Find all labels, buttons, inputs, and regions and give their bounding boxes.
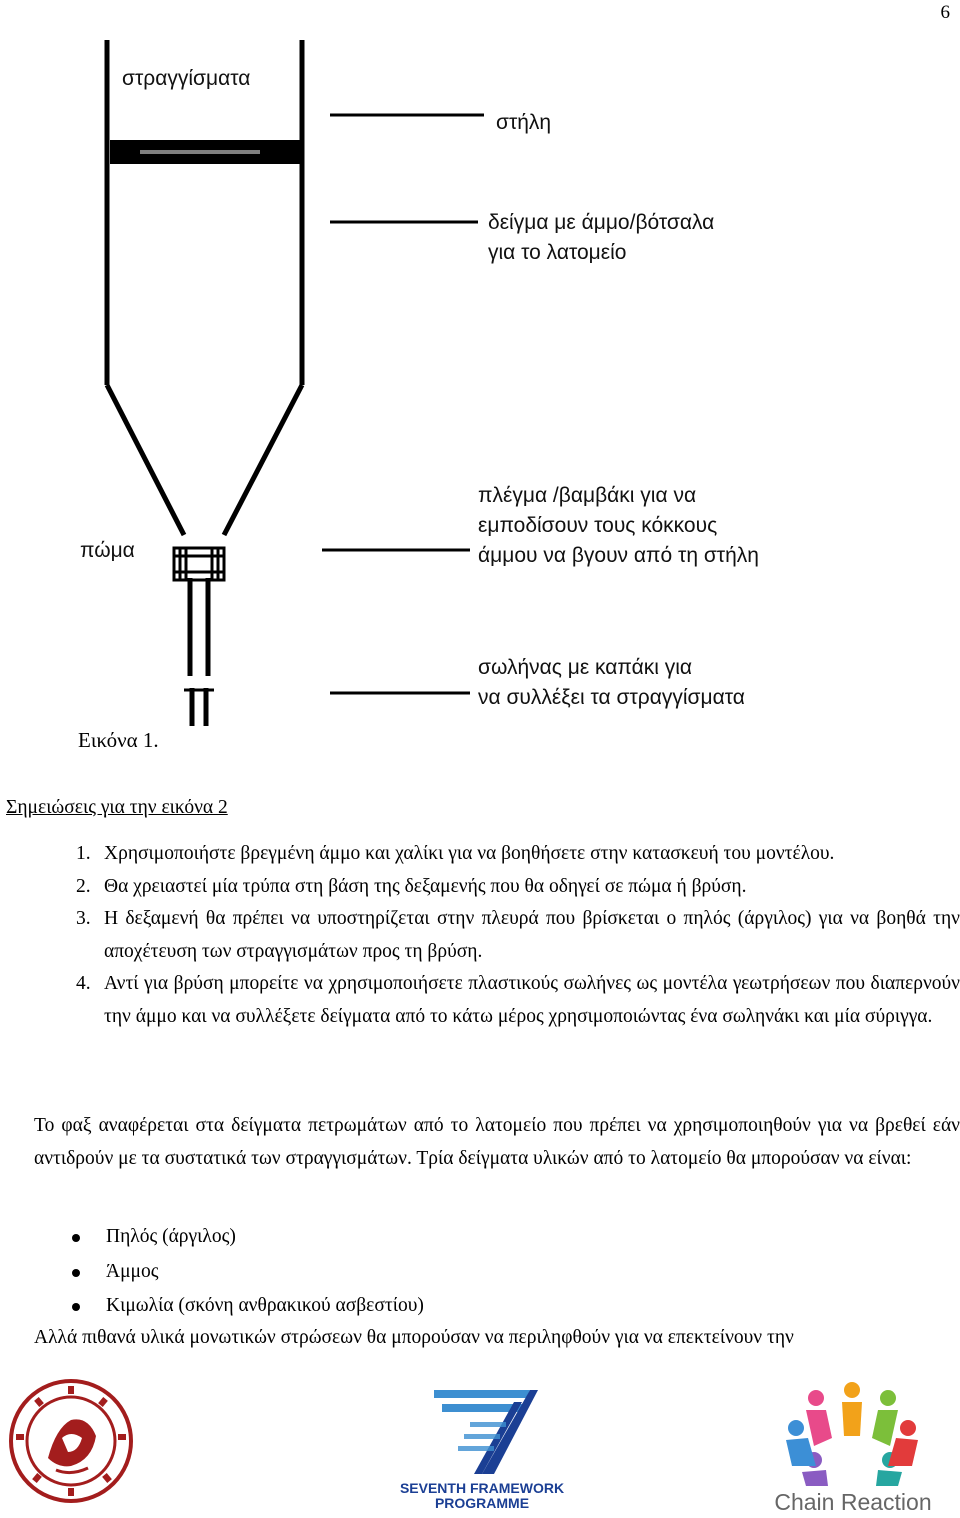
label-leachate: στραγγίσματα: [122, 67, 251, 90]
list-item: 4. Αντί για βρύση μπορείτε να χρησιμοποιήσετε πλαστικούς σωλήνες ως μοντέλα γεωτρήσεων που διαπερνούν την άμμο και να συλλέξετε δείγματα από το κάτω μέρος χρησιμοποιώντας ένα σωληνάκι και μία σύριγγα.: [76, 973, 960, 1027]
label-sample: δείγμα με άμμο/βότσαλα για το λατομείο: [488, 211, 715, 264]
list-item: 3. Η δεξαμενή θα πρέπει να υποστηρίζεται στην πλευρά που βρίσκεται ο πηλός (άργιλος) για να βοηθά την αποχέτευση των στραγγισμάτων προς τη βρύση.: [76, 908, 960, 962]
body-paragraph: Το φαξ αναφέρεται στα δείγματα πετρωμάτων από το λατομείο που πρέπει να χρησιμοποιηθούν για να βρεθεί εάν αντιδρούν με τα συστατικά των στραγγισμάτων. Τρία δείγματα υλικών από το λατομείο θα μπορούσαν να είναι:: [34, 1115, 960, 1169]
chain-reaction-logo: [762, 1380, 944, 1514]
fp7-logo: [398, 1382, 566, 1512]
university-of-crete-logo: [8, 1378, 134, 1504]
label-column: στήλη: [496, 111, 552, 134]
figure-caption: Εικόνα 1.: [78, 728, 159, 752]
list-item: Άμμος: [34, 1255, 960, 1290]
label-lid: πώμα: [80, 539, 135, 562]
chain-reaction-label: Chain Reaction: [774, 1489, 932, 1514]
list-item: Κιμωλία (σκόνη ανθρακικού ασβεστίου): [34, 1289, 960, 1324]
label-mesh: πλέγμα /βαμβάκι για να εμποδίσουν τους κόκκους άμμου να βγουν από τη στήλη: [478, 484, 759, 567]
materials-list: [34, 1220, 960, 1324]
list-item: 2. Θα χρειαστεί μία τρύπα στη βάση της δεξαμενής που θα οδηγεί σε πώμα ή βρύση.: [76, 875, 747, 897]
fp7-label-line2: PROGRAMME: [434, 1495, 530, 1511]
list-item: Πηλός (άργιλος): [34, 1220, 960, 1255]
funnel-right: [224, 385, 302, 535]
list-item: 1. Χρησιμοποιήστε βρεγμένη άμμο και χαλίκι για να βοηθήσετε στην κατασκευή του μοντέλου.: [76, 843, 835, 864]
bullet-icon: [72, 1269, 80, 1277]
page-number: 6: [940, 2, 950, 23]
notes-list: [34, 838, 960, 1033]
closing-line: Αλλά πιθανά υλικά μονωτικών στρώσεων θα μπορούσαν να περιληφθούν για να επεκτείνουν την: [34, 1327, 794, 1348]
people-circle-icon: [786, 1382, 918, 1486]
funnel-left: [107, 385, 184, 535]
label-tube: σωλήνας με καπάκι για να συλλέξει τα στραγγίσματα: [478, 656, 745, 709]
bullet-icon: [72, 1234, 80, 1242]
filtration-column-diagram: [0, 0, 960, 740]
fp7-label-line1: SEVENTH FRAMEWORK: [399, 1480, 565, 1496]
bullet-icon: [72, 1303, 80, 1311]
notes-title: Σημειώσεις για την εικόνα 2: [6, 797, 228, 818]
lid: [174, 548, 224, 580]
